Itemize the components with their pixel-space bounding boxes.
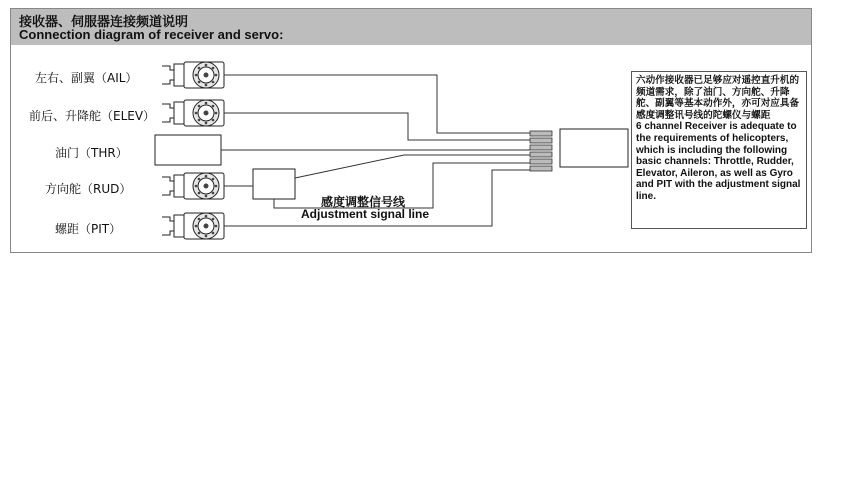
wire-elev — [224, 113, 530, 140]
adjustment-label-cn: 感度调整信号线 — [321, 195, 406, 209]
channel-label-elev: 前后、升降舵（ELEV） — [29, 109, 156, 123]
servo-pit-icon — [162, 213, 224, 239]
description-cn: 六动作接收器已足够应对遥控直升机的频道需求，除了油门、方向舵、升降舵、副翼等基本动作外，亦可对应具备感度调整讯号线的陀螺仪与螺距 — [636, 75, 800, 121]
wire-ail — [224, 75, 530, 133]
receiver-connector — [530, 131, 552, 171]
receiver-box — [560, 129, 628, 167]
servo-ail-icon — [162, 62, 224, 88]
wires — [221, 75, 530, 226]
gyro-box — [253, 169, 295, 199]
servo-elev-icon — [162, 100, 224, 126]
adjustment-label-en: Adjustment signal line — [301, 207, 430, 221]
servo-rud-icon — [162, 173, 224, 199]
channel-label-pit: 螺距（PIT） — [55, 222, 122, 236]
title-chinese: 接收器、伺服器连接频道说明 — [19, 15, 189, 30]
title-english: Connection diagram of receiver and servo: — [19, 27, 284, 42]
channel-label-thr: 油门（THR） — [55, 146, 128, 160]
description-en: 6 channel Receiver is adequate to the requirements of helicopters, which is including the following basic channels: Throttle, Rudder, Elevator, Aileron, as well as Gyro and PIT with the adjustment signal line. — [636, 121, 801, 202]
wire-gyro — [295, 155, 530, 178]
esc-box — [155, 135, 221, 165]
channel-label-rud: 方向舵（RUD） — [45, 182, 132, 196]
channel-label-ail: 左右、副翼（AIL） — [35, 71, 138, 85]
